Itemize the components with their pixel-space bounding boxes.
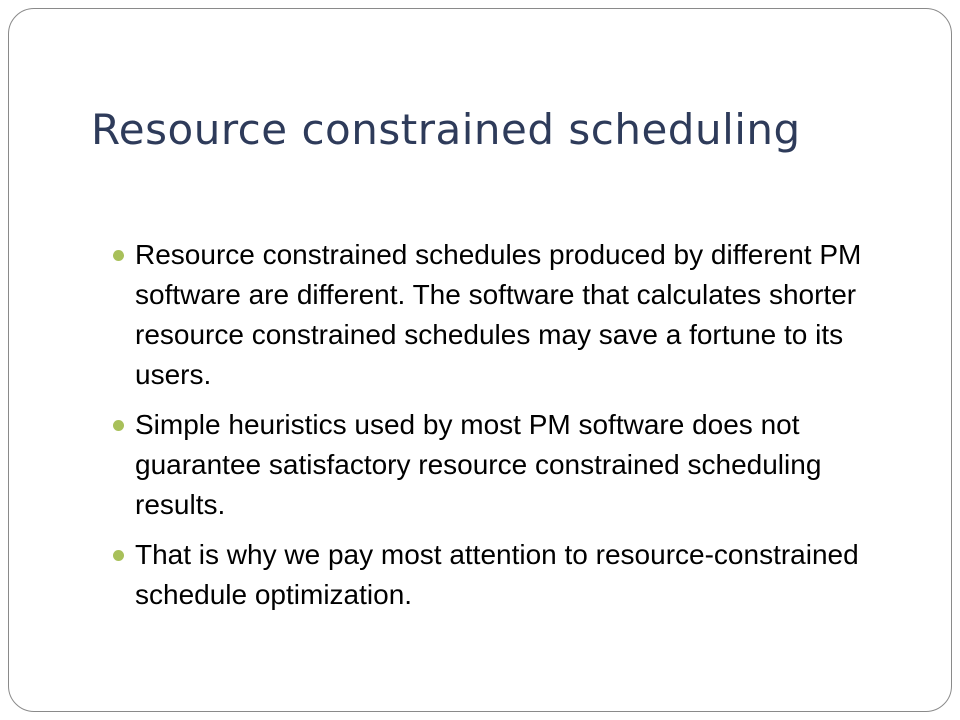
- bullet-item: [113, 405, 913, 525]
- bullet-item: [113, 235, 913, 395]
- bullet-text: Simple heuristics used by most PM software does not guarantee satisfactory resource constrained scheduling results.: [135, 409, 822, 520]
- bullet-marker-icon: [113, 420, 124, 431]
- slide-frame: [8, 8, 952, 712]
- bullet-text: That is why we pay most attention to resource-constrained schedule optimization.: [135, 539, 859, 610]
- bullet-marker-icon: [113, 250, 124, 261]
- bullet-list: [113, 235, 913, 625]
- bullet-marker-icon: [113, 550, 124, 561]
- bullet-text: Resource constrained schedules produced by different PM software are different. The software that calculates shorter resource constrained schedules may save a fortune to its users.: [135, 239, 862, 390]
- bullet-item: [113, 535, 913, 615]
- slide-title: Resource constrained scheduling: [91, 105, 801, 154]
